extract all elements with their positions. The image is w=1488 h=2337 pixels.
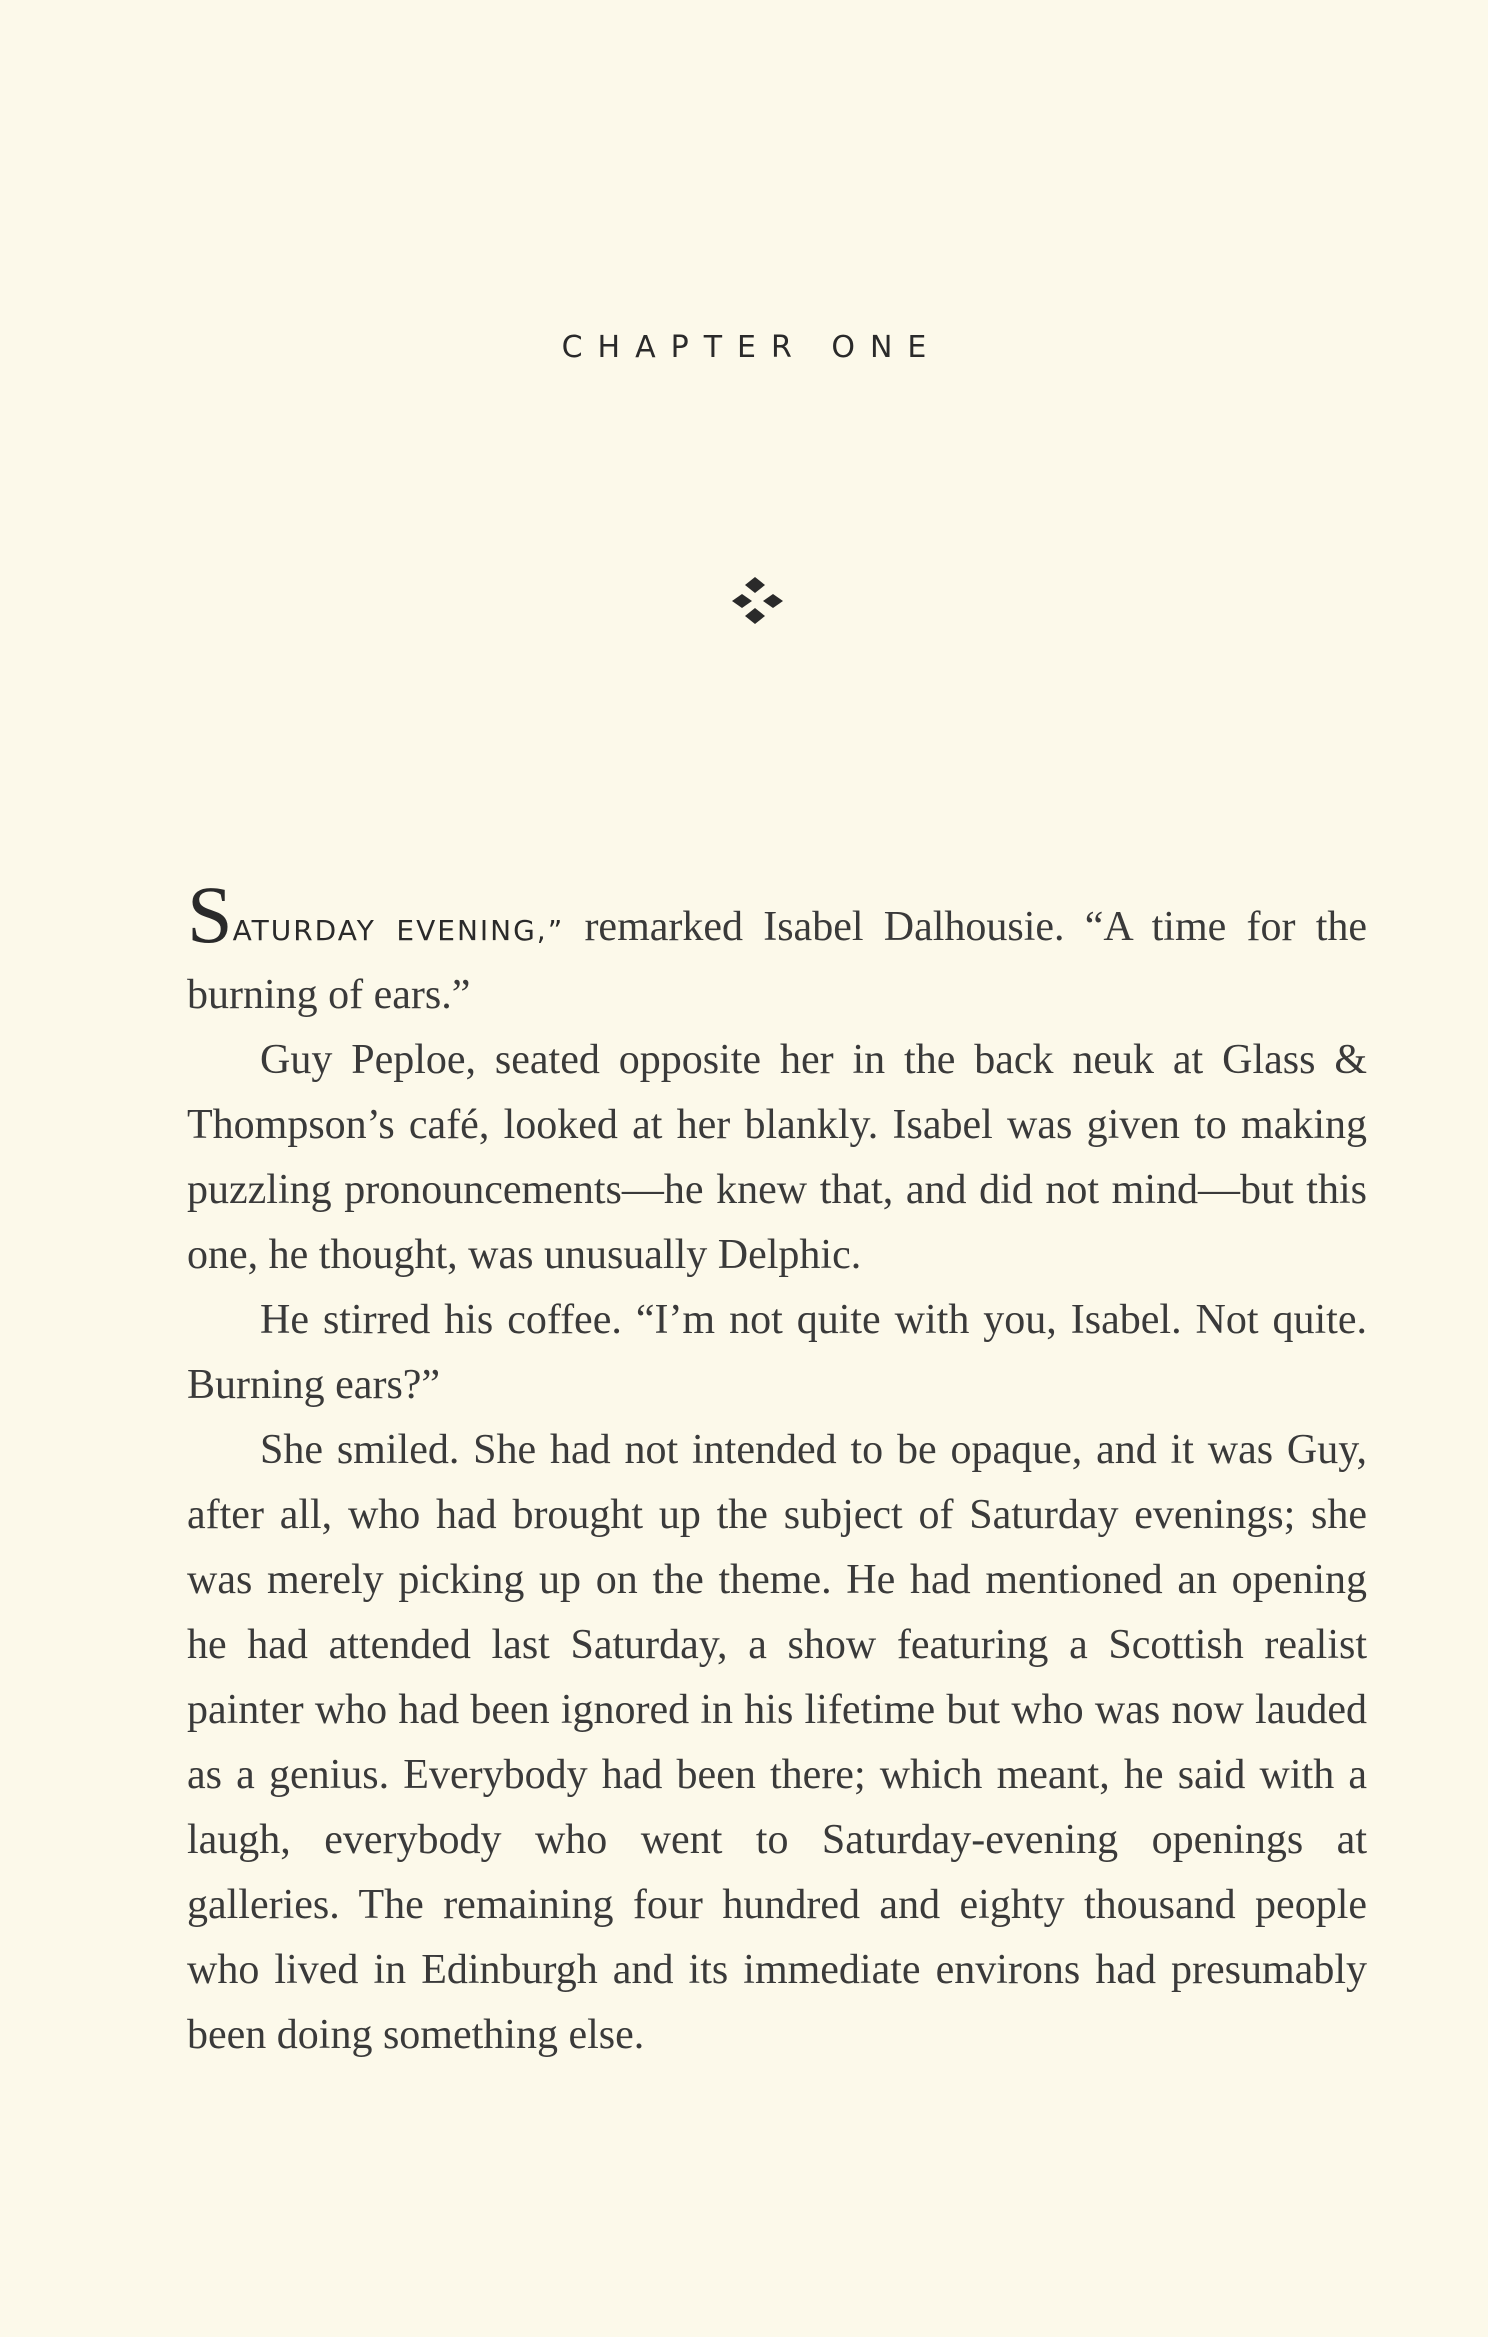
paragraph: She smiled. She had not intended to be opaque, and it was Guy, after all, who had brought up the subject of Saturday evenings; she was merely picking up on the theme. He had mentioned an opening he had attended last Saturday, a show featuring a Scottish realist painter who had been ignored in his lifetime but who was now lauded as a genius. Everybody had been there; which meant, he said with a laugh, everybody who went to Saturday-evening openings at galleries. The remaining four hundred and eighty thousand people who lived in Edinburgh and its immediate environs had presumably been doing something else. [187, 1427, 1367, 2058]
paragraph: Guy Peploe, seated opposite her in the back neuk at Glass & Thompson’s café, looked at her blankly. Isabel was given to making puzzling pronouncements—he knew that, and did not mind—but this one, he thought, was unusually Delphic. [187, 1037, 1367, 1278]
chapter-body [187, 869, 1368, 2068]
paragraph: He stirred his coffee. “I’m not quite with you, Isabel. Not quite. Burning ears?” [187, 1297, 1367, 1408]
opening-text: remarked Isabel Dalhousie. “A time for the burning of ears.” [187, 904, 1368, 1018]
opening-paragraph [187, 869, 1368, 1028]
diamond-ornament-icon [732, 577, 822, 627]
opening-small-caps: ATURDAY EVENING,” [232, 914, 565, 947]
chapter-heading: CHAPTER ONE [561, 330, 942, 365]
drop-cap: S [187, 869, 233, 960]
